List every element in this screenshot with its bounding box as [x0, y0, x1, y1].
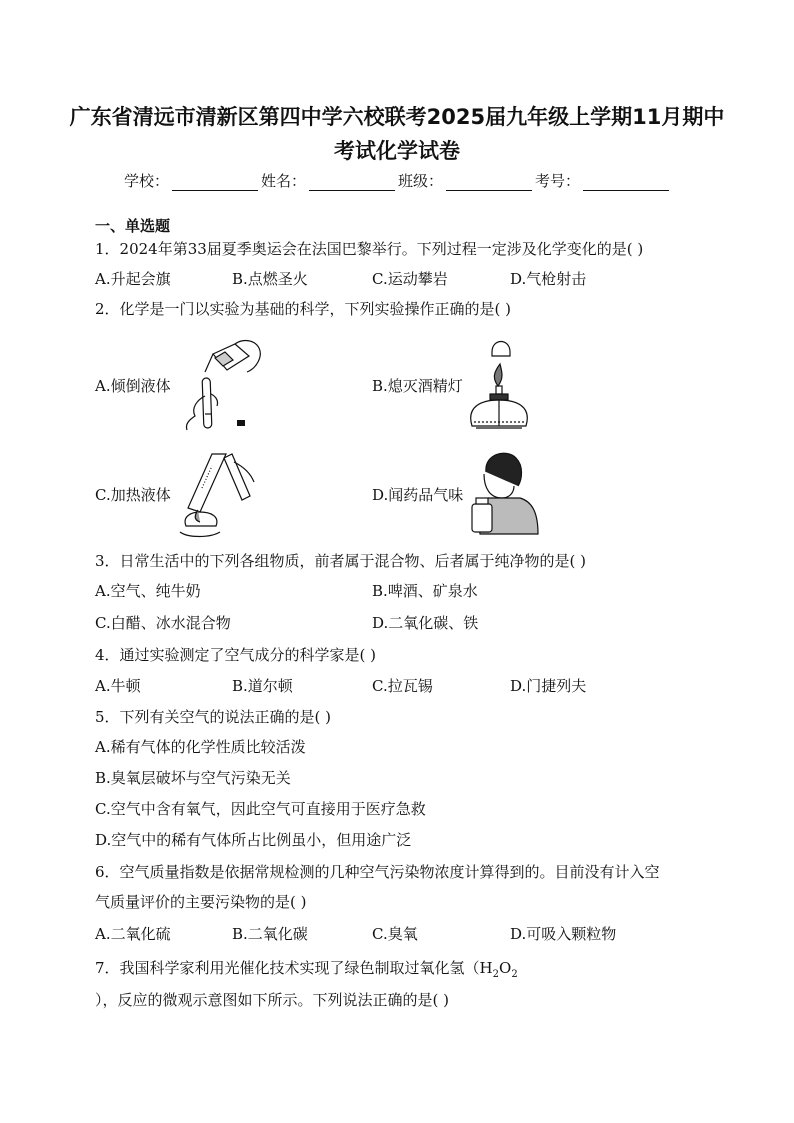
question-5-stem: 5．下列有关空气的说法正确的是( ) — [95, 708, 332, 726]
question-2-stem: 2．化学是一门以实验为基础的科学，下列实验操作正确的是( ) — [95, 300, 512, 318]
class-label: 班级： — [398, 172, 444, 190]
section-heading: 一、单选题 — [95, 217, 171, 235]
question-1-option-d: D.气枪射击 — [510, 270, 587, 288]
question-1-option-c: C.运动攀岩 — [372, 270, 448, 288]
question-6-stem-line1: 6．空气质量指数是依据常规检测的几种空气污染物浓度计算得到的。目前没有计入空 — [95, 863, 660, 881]
number-label: 考号： — [535, 172, 581, 190]
question-4-option-a: A.牛顿 — [95, 677, 141, 695]
school-label: 学校： — [124, 172, 170, 190]
question-4-stem: 4．通过实验测定了空气成分的科学家是( ) — [95, 646, 377, 664]
question-1-option-b: B.点燃圣火 — [232, 270, 308, 288]
question-2-option-a: A.倾倒液体 — [95, 377, 171, 395]
question-2-option-d: D.闻药品气味 — [372, 486, 464, 504]
class-blank — [446, 174, 532, 191]
alcohol-lamp-cap-illustration — [462, 330, 532, 442]
exam-title-line2: 考试化学试卷 — [334, 139, 460, 163]
question-7-stem-line1 — [95, 957, 518, 986]
question-4-option-b: B.道尔顿 — [232, 677, 293, 695]
question-4-option-c: C.拉瓦锡 — [372, 677, 433, 695]
question-2-option-b: B.熄灭酒精灯 — [372, 377, 463, 395]
question-7-stem-line2: ），反应的微观示意图如下所示。下列说法正确的是( ) — [95, 991, 449, 1009]
question-6-option-d: D.可吸入颗粒物 — [510, 925, 617, 943]
question-5-option-b: B.臭氧层破坏与空气污染无关 — [95, 769, 291, 787]
question-5-option-d: D.空气中的稀有气体所占比例虽小，但用途广泛 — [95, 831, 412, 849]
smelling-chemical-illustration — [468, 444, 540, 536]
name-blank — [309, 174, 395, 191]
question-1-stem: 1．2024年第33届夏季奥运会在法国巴黎举行。下列过程一定涉及化学变化的是( ) — [95, 240, 644, 258]
question-4-option-d: D.门捷列夫 — [510, 677, 587, 695]
question-6-option-c: C.臭氧 — [372, 925, 418, 943]
question-3-option-c: C.白醋、冰水混合物 — [95, 614, 231, 632]
question-3-option-d: D.二氧化碳、铁 — [372, 614, 479, 632]
school-blank — [172, 174, 258, 191]
question-5-option-a: A.稀有气体的化学性质比较活泼 — [95, 738, 306, 756]
h2o2-formula: $H_2O_2$ — [479, 959, 518, 980]
student-info-row — [124, 170, 684, 191]
exam-title-line1: 广东省清远市清新区第四中学六校联考2025届九年级上学期11月期中 — [69, 105, 725, 129]
question-2-option-c: C.加热液体 — [95, 486, 171, 504]
question-5-option-c: C.空气中含有氧气，因此空气可直接用于医疗急救 — [95, 800, 426, 818]
question-1-option-a: A.升起会旗 — [95, 270, 171, 288]
question-7-stem-text: 7．我国科学家利用光催化技术实现了绿色制取过氧化氢（ — [95, 959, 480, 977]
question-3-option-b: B.啤酒、矿泉水 — [372, 582, 478, 600]
question-3-stem: 3．日常生活中的下列各组物质，前者属于混合物、后者属于纯净物的是( ) — [95, 552, 587, 570]
question-6-option-b: B.二氧化碳 — [232, 925, 308, 943]
question-3-option-a: A.空气、纯牛奶 — [95, 582, 201, 600]
name-label: 姓名： — [261, 172, 307, 190]
number-blank — [583, 174, 669, 191]
question-6-option-a: A.二氧化硫 — [95, 925, 171, 943]
heating-liquid-illustration — [172, 448, 262, 548]
pouring-liquid-illustration — [175, 336, 265, 436]
question-6-stem-line2: 气质量评价的主要污染物的是( ) — [95, 893, 307, 911]
